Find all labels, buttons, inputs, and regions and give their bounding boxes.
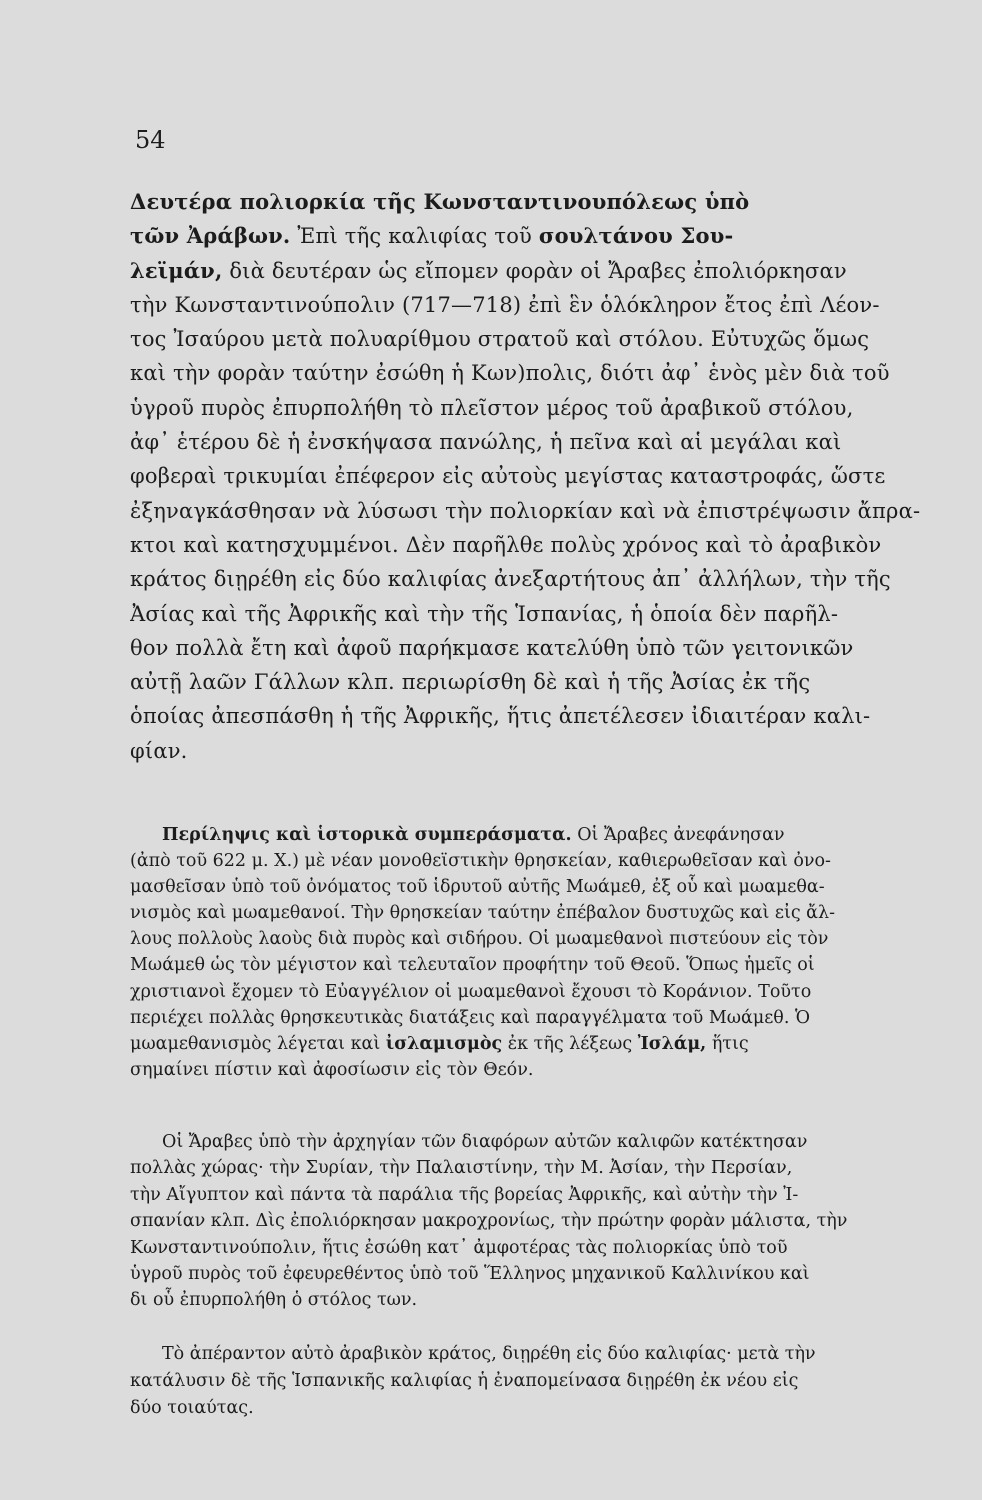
text-line: ἀφ᾽ ἑτέρου δὲ ἡ ἐνσκήψασα πανώλης, ἡ πεῖνα καὶ αἱ μεγάλαι καὶ [130, 430, 842, 455]
text-line: κατάλυσιν δὲ τῆς Ἱσπανικῆς καλιφίας ἡ ἐναπομείνασα διῃρέθη ἐκ νέου εἰς [130, 1371, 799, 1391]
text-run: Οἱ Ἄραβες ἀνεφάνησαν [571, 825, 785, 845]
text-line: Ἀσίας καὶ τῆς Ἀφρικῆς καὶ τὴν τῆς Ἱσπανίας, ἡ ὁποία δὲν παρῆλ- [130, 601, 839, 626]
section-summary [130, 822, 942, 1083]
text-line: ὑγροῦ πυρὸς ἐπυρπολήθη τὸ πλεῖστον μέρος τοῦ ἀραβικοῦ στόλου, [130, 395, 854, 420]
text-line: Κωνσταντινούπολιν, ἥτις ἐσώθη κατ᾽ ἀμφοτέρας τὰς πολιορκίας ὑπὸ τοῦ [130, 1237, 788, 1258]
text-run: μωαμεθανισμὸς λέγεται καὶ [130, 1033, 386, 1054]
section-conquests [130, 1129, 942, 1314]
text-line: φοβεραὶ τρικυμίαι ἐπέφερον εἰς αὐτοὺς μεγίστας καταστροφάς, ὥστε [130, 464, 886, 489]
text-line: σπανίαν κλπ. Δὶς ἐπολιόρκησαν μακροχρονίως, τὴν πρώτην φορὰν μάλιστα, τὴν [130, 1211, 848, 1232]
text-line [130, 254, 942, 288]
emphasis-sultan-name: λεϊμάν, [130, 257, 223, 283]
text-line: χριστιανοὶ ἔχομεν τὸ Εὐαγγέλιον οἱ μωαμεθανοὶ ἔχουσι τὸ Κοράνιον. Τοῦτο [130, 981, 812, 1002]
text-run: διὰ δευτέραν ὡς εἴπομεν φορὰν οἱ Ἄραβες ἐπολιόρκησαν [222, 258, 847, 283]
text-line: πολλὰς χώρας· τὴν Συρίαν, τὴν Παλαιστίνην, τὴν Μ. Ἀσίαν, τὴν Περσίαν, [130, 1158, 793, 1179]
emphasis-sultan: σουλτάνου Σου- [538, 223, 734, 249]
emphasis-islamismos: ἰσλαμισμὸς [385, 1033, 503, 1054]
text-line: ἐξηναγκάσθησαν νὰ λύσωσι τὴν πολιορκίαν καὶ νὰ ἐπιστρέψωσιν ἄπρα- [130, 498, 921, 523]
section-division [130, 1341, 942, 1422]
text-line [130, 822, 942, 848]
text-line: Τὸ ἀπέραντον αὐτὸ ἀραβικὸν κράτος, διῃρέθη εἰς δύο καλιφίας· μετὰ τὴν [162, 1344, 816, 1364]
summary-heading: Περίληψις καὶ ἱστορικὰ συμπεράσματα. [162, 825, 572, 845]
text-line: αὐτῇ λαῶν Γάλλων κλπ. περιωρίσθη δὲ καὶ ἡ τῆς Ἀσίας ἐκ τῆς [130, 670, 811, 695]
text-line [130, 1031, 942, 1057]
text-line: περιέχει πολλὰς θρησκευτικὰς διατάξεις καὶ παραγγέλματα τοῦ Μωάμεθ. Ὁ [130, 1007, 810, 1028]
text-line: τὴν Κωνσταντινούπολιν (717—718) ἐπὶ ἓν ὁλόκληρον ἔτος ἐπὶ Λέον- [130, 292, 880, 317]
text-line: δι οὗ ἐπυρπολήθη ὁ στόλος των. [130, 1290, 418, 1311]
text-line: Οἱ Ἄραβες ὑπὸ τὴν ἀρχηγίαν τῶν διαφόρων αὐτῶν καλιφῶν κατέκτησαν [162, 1132, 808, 1152]
text-line [130, 185, 942, 219]
page-number: 54 [135, 126, 166, 154]
text-line: κτοι καὶ κατησχυμμένοι. Δὲν παρῆλθε πολὺς χρόνος καὶ τὸ ἀραβικὸν [130, 532, 882, 557]
text-line: θον πολλὰ ἔτη καὶ ἀφοῦ παρήκμασε κατελύθη ὑπὸ τῶν γειτονικῶν [130, 635, 854, 660]
text-line: (ἀπὸ τοῦ 622 μ. Χ.) μὲ νέαν μονοθεϊστικὴν θρησκείαν, καθιερωθεῖσαν καὶ ὀνο- [130, 851, 831, 872]
text-line: καὶ τὴν φορὰν ταύτην ἐσώθη ἡ Κων)πολις, διότι ἀφ᾽ ἑνὸς μὲν διὰ τοῦ [130, 361, 890, 386]
text-run: ἥτις [706, 1033, 749, 1054]
emphasis-islam: Ἰσλάμ, [637, 1033, 707, 1054]
text-line: τος Ἰσαύρου μετὰ πολυαρίθμου στρατοῦ καὶ στόλου. Εὐτυχῶς ὅμως [130, 327, 870, 352]
text-line: ὁποίας ἀπεσπάσθη ἡ τῆς Ἀφρικῆς, ἥτις ἀπετέλεσεν ἰδιαιτέραν καλι- [130, 704, 871, 729]
text-line: φίαν. [130, 738, 188, 763]
text-run: ἐκ τῆς λέξεως [502, 1033, 638, 1054]
section-second-siege [130, 185, 942, 768]
text-line [130, 219, 942, 253]
text-line: κράτος διῃρέθη εἰς δύο καλιφίας ἀνεξαρτήτους ἀπ᾽ ἀλλήλων, τὴν τῆς [130, 567, 891, 592]
section-heading-end: τῶν Ἀράβων. [130, 223, 291, 249]
text-line: τὴν Αἴγυπτον καὶ πάντα τὰ παράλια τῆς βορείας Ἀφρικῆς, καὶ αὐτὴν τὴν Ἰ- [130, 1184, 799, 1205]
text-line: μασθεῖσαν ὑπὸ τοῦ ὀνόματος τοῦ ἱδρυτοῦ αὐτῆς Μωάμεθ, ἐξ οὗ καὶ μωαμεθα- [130, 877, 825, 898]
text-line: Μωάμεθ ὡς τὸν μέγιστον καὶ τελευταῖον προφήτην τοῦ Θεοῦ. Ὅπως ἡμεῖς οἱ [130, 955, 815, 976]
text-line: λους πολλοὺς λαοὺς διὰ πυρὸς καὶ σιδήρου. Οἱ μωαμεθανοὶ πιστεύουν εἰς τὸν [130, 929, 829, 950]
text-run: Ἐπὶ τῆς καλιφίας τοῦ [290, 224, 539, 249]
text-line: ὑγροῦ πυρὸς τοῦ ἐφευρεθέντος ὑπὸ τοῦ Ἕλληνος μηχανικοῦ Καλλινίκου καὶ [130, 1264, 810, 1285]
text-line: σημαίνει πίστιν καὶ ἀφοσίωσιν εἰς τὸν Θεόν. [130, 1059, 534, 1080]
section-heading: Δευτέρα πολιορκία τῆς Κωνσταντινουπόλεως ὑπὸ [130, 189, 750, 214]
text-line: νισμὸς καὶ μωαμεθανοί. Τὴν θρησκείαν ταύτην ἐπέβαλον δυστυχῶς καὶ εἰς ἄλ- [130, 903, 836, 924]
text-line: δύο τοιαύτας. [130, 1398, 254, 1418]
